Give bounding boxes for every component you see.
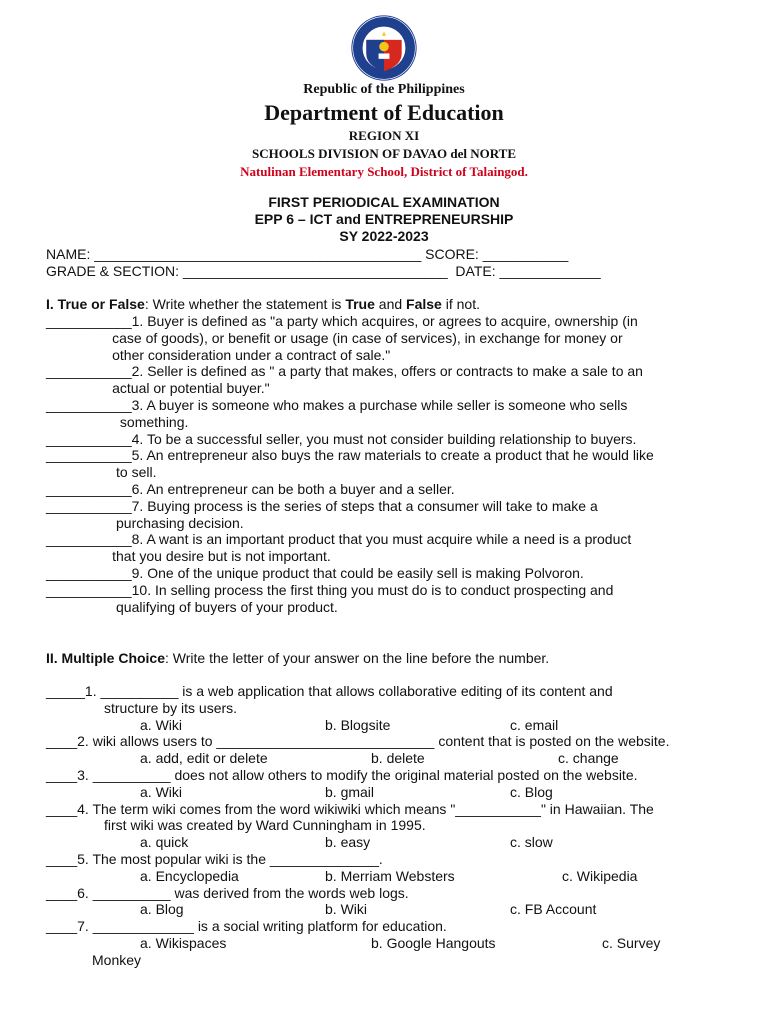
republic-label: Republic of the Philippines — [303, 82, 465, 97]
tf-item-5[interactable]: ___________5. An entrepreneur also buys the raw materials to create a product that he would like — [46, 447, 654, 464]
mc-question-4-continuation: first wiki was created by Ward Cunningham in 1995. — [104, 817, 426, 834]
mc-5-option-c[interactable]: c. Wikipedia — [562, 867, 638, 884]
mc-4-option-a[interactable]: a. quick — [140, 834, 189, 851]
section1-heading: I. True or False — [46, 296, 145, 312]
school-label: Natulinan Elementary School, District of Talaingod. — [240, 164, 528, 179]
tf-item-1[interactable]: ___________1. Buyer is defined as "a party which acquires, or agrees to acquire, ownership (in — [46, 313, 638, 329]
mc-4-option-b[interactable]: b. easy — [325, 834, 371, 851]
mc-2-option-b[interactable]: b. delete — [371, 750, 425, 767]
mc-7-option-c-continuation: Monkey — [92, 951, 142, 968]
mc-1-option-c[interactable]: c. email — [510, 716, 559, 733]
section1-instructions — [46, 296, 480, 312]
exam-school-year: SY 2022-2023 — [339, 228, 429, 244]
mc-3-option-c[interactable]: c. Blog — [510, 783, 553, 800]
mc-5-option-a[interactable]: a. Encyclopedia — [140, 867, 239, 884]
mc-5-option-b[interactable]: b. Merriam Websters — [325, 867, 455, 884]
department-title: Department of Education — [264, 100, 504, 125]
tf-item-1-continuation: other consideration under a contract of sale." — [46, 346, 391, 363]
tf-item-9[interactable]: ___________9. One of the unique product that could be easily sell is making Polvoron. — [46, 565, 584, 581]
section1-instr-c: if not. — [441, 296, 480, 312]
mc-2-option-c[interactable]: c. change — [558, 750, 619, 767]
mc-2-option-a[interactable]: a. add, edit or delete — [140, 750, 268, 767]
mc-question-6[interactable]: ____6. __________ was derived from the words web logs. — [46, 884, 409, 901]
mc-3-option-b[interactable]: b. gmail — [325, 783, 375, 800]
tf-item-7-continuation: purchasing decision. — [46, 514, 244, 531]
tf-item-3[interactable]: ___________3. A buyer is someone who makes a purchase while seller is someone who sells — [46, 397, 628, 413]
tf-item-6[interactable]: ___________6. An entrepreneur can be both a buyer and a seller. — [46, 481, 455, 497]
mc-6-option-b[interactable]: b. Wiki — [325, 901, 367, 918]
division-label: SCHOOLS DIVISION OF DAVAO del NORTE — [251, 146, 517, 161]
tf-item-5-continuation: to sell. — [46, 464, 157, 481]
mc-question-1[interactable]: _____1. __________ is a web application that allows collaborative editing of its content and — [46, 683, 613, 699]
tf-item-10[interactable]: ___________10. In selling process the first thing you must do is to conduct prospecting and — [46, 581, 614, 598]
region-label: REGION XI — [348, 128, 420, 143]
section2-instruction: : Write the letter of your answer on the line before the number. — [165, 650, 550, 666]
tf-item-7[interactable]: ___________7. Buying process is the series of steps that a consumer will take to make a — [46, 497, 598, 514]
true-word: True — [345, 296, 375, 312]
mc-1-option-a[interactable]: a. Wiki — [140, 716, 182, 733]
mc-question-2[interactable]: ____2. wiki allows users to ____________________________ content that is posted on the website. — [46, 733, 670, 750]
grade-date-line[interactable]: GRADE & SECTION: __________________________________ DATE: _____________ — [46, 263, 601, 279]
mc-6-option-a[interactable]: a. Blog — [140, 901, 184, 918]
mc-7-option-c[interactable]: c. Survey — [602, 935, 661, 951]
exam-subject: EPP 6 – ICT and ENTREPRENEURSHIP — [254, 211, 514, 227]
tf-item-3-continuation: something. — [46, 413, 189, 430]
mc-question-5[interactable]: ____5. The most popular wiki is the ______________. — [46, 851, 383, 867]
section1-instr-b: and — [374, 296, 407, 312]
mc-3-option-a[interactable]: a. Wiki — [140, 783, 182, 800]
name-score-line[interactable]: NAME: __________________________________________ SCORE: ___________ — [46, 246, 569, 262]
mc-7-option-b[interactable]: b. Google Hangouts — [371, 935, 496, 951]
tf-item-8[interactable]: ___________8. A want is an important product that you must acquire while a need is a product — [46, 531, 632, 548]
tf-item-8-continuation: that you desire but is not important. — [46, 548, 331, 565]
mc-question-3[interactable]: ____3. __________ does not allow others to modify the original material posted on the website. — [46, 767, 638, 783]
mc-1-option-b[interactable]: b. Blogsite — [325, 716, 391, 733]
section2-instructions — [46, 650, 549, 666]
mc-7-option-a[interactable]: a. Wikispaces — [140, 935, 227, 951]
tf-item-1-continuation: case of goods), or benefit or usage (in case of services), in exchange for money or — [46, 329, 623, 346]
mc-question-7[interactable]: ____7. _____________ is a social writing platform for education. — [46, 918, 447, 935]
section1-instr-a: : Write whether the statement is — [144, 296, 346, 312]
mc-6-option-c[interactable]: c. FB Account — [510, 901, 597, 918]
section2-heading: II. Multiple Choice — [46, 650, 166, 666]
tf-item-10-continuation: qualifying of buyers of your product. — [46, 598, 338, 615]
tf-item-2[interactable]: ___________2. Seller is defined as " a party that makes, offers or contracts to make a sale to an — [46, 363, 643, 380]
exam-title: FIRST PERIODICAL EXAMINATION — [268, 194, 500, 210]
deped-seal-icon — [350, 14, 418, 82]
tf-item-4[interactable]: ___________4. To be a successful seller, you must not consider building relationship to buyers. — [46, 430, 637, 447]
mc-question-4[interactable]: ____4. The term wiki comes from the word wikiwiki which means "___________" in Hawaiian. The — [46, 800, 654, 817]
tf-item-2-continuation: actual or potential buyer." — [46, 380, 270, 397]
mc-4-option-c[interactable]: c. slow — [510, 834, 553, 851]
mc-question-1-continuation: structure by its users. — [104, 699, 238, 716]
false-word: False — [406, 296, 442, 312]
